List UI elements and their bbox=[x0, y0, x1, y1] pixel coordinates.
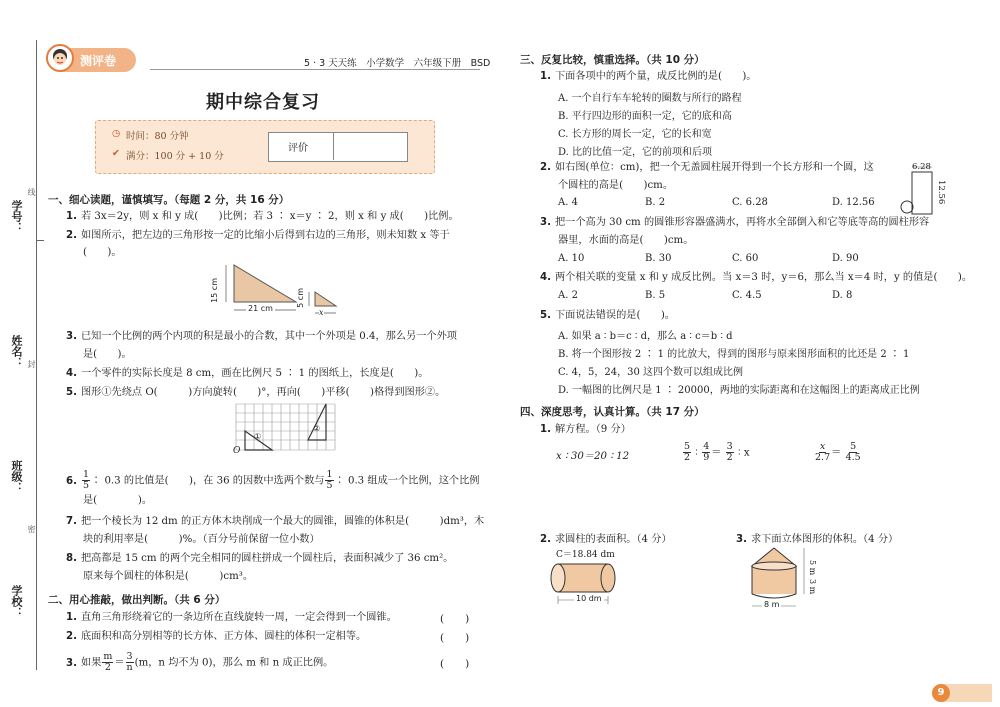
p3-q4-b: B. 5 bbox=[645, 290, 666, 301]
big-tri-width: 21 cm bbox=[248, 304, 273, 313]
page-title: 期中综合复习 bbox=[206, 92, 320, 113]
p1-q8: 8. 把高都是 15 cm 的两个完全相同的圆柱拼成一个圆柱后，表面积减少了 36 cm²。 bbox=[66, 553, 454, 564]
p3-q4-c: C. 4.5 bbox=[732, 290, 762, 301]
net-rect-height: 12.56 bbox=[936, 180, 946, 205]
p4-q3: 3. 求下面立体图形的体积。（4 分） bbox=[736, 534, 899, 545]
clock-icon: ◷ bbox=[112, 128, 121, 139]
score-text: 满分：100 分 + 10 分 bbox=[126, 151, 224, 162]
grid-point-o: O bbox=[233, 446, 241, 456]
p3-q1-d: D. 比的比值一定，它的前项和后项 bbox=[558, 147, 713, 158]
p1-q3: 3. 已知一个比例的两个内项的积是最小的合数，其中一个外项是 0.4，那么另一个外项 bbox=[66, 331, 457, 342]
small-tri-height: 5 cm bbox=[296, 288, 305, 308]
p3-q1-c: C. 长方形的周长一定，它的长和宽 bbox=[558, 129, 712, 140]
p3-q3-c: C. 60 bbox=[732, 253, 759, 264]
p1-q7: 7. 把一个棱长为 12 dm 的正方体木块削成一个最大的圆锥，圆锥的体积是( )dm³，木 bbox=[66, 516, 485, 527]
time-text: 时间：80 分钟 bbox=[126, 131, 189, 142]
p3-q5-d: D. 一幅图的比例尺是 1 ∶ 20000，两地的实际距离和在这幅图上的距离成正比例 bbox=[558, 385, 920, 396]
p3-q5: 5. 下面说法错误的是( )。 bbox=[540, 310, 675, 321]
p3-q1: 1. 下面各项中的两个量，成反比例的是( )。 bbox=[540, 71, 757, 82]
p1-q2: 2. 如图所示，把左边的三角形按一定的比缩小后得到右边的三角形，则未知数 x 等于 bbox=[66, 230, 450, 241]
big-tri-height: 15 cm bbox=[210, 278, 219, 303]
equation-3: $\frac{x}{2.7}$ ＝ $\frac{5}{4.5}$ bbox=[815, 441, 861, 463]
cylinder-height: 3 m bbox=[808, 579, 817, 595]
eval-label: 评价 bbox=[288, 143, 308, 154]
mascot-icon bbox=[46, 44, 74, 72]
p3-q2-cont: 个圆柱的高是( )cm。 bbox=[558, 180, 674, 191]
p1-q6-cont: 是( )。 bbox=[83, 495, 153, 506]
section-3-title: 三、反复比较，慎重选择。（共 10 分） bbox=[520, 54, 705, 66]
small-tri-width: x bbox=[319, 308, 324, 317]
badge-text: 测评卷 bbox=[80, 54, 117, 68]
page-number: 9 bbox=[932, 684, 950, 702]
rotation-grid bbox=[228, 402, 346, 457]
p3-q3-a: A. 10 bbox=[558, 253, 585, 264]
p4-q2: 2. 求圆柱的表面积。（4 分） bbox=[540, 534, 672, 545]
student-number-label: 学号： bbox=[10, 200, 23, 233]
name-label: 姓名： bbox=[10, 335, 23, 368]
p4-q1: 1. 解方程。（9 分） bbox=[540, 424, 631, 435]
cylinder-length: 10 dm bbox=[576, 594, 602, 603]
p1-q1: 1. 若 3x＝2y，则 x 和 y 成( )比例；若 3 ∶ x＝y ∶ 2，则 x 和 y 成( )比例。 bbox=[66, 211, 459, 222]
section-4-title: 四、深度思考，认真计算。（共 17 分） bbox=[520, 406, 705, 418]
p3-q3-b: B. 30 bbox=[645, 253, 672, 264]
p1-q8-cont: 原来每个圆柱的体积是( )cm³。 bbox=[83, 571, 254, 582]
binding-line bbox=[36, 40, 37, 670]
cylinder-circumference: C＝18.84 dm bbox=[556, 550, 615, 560]
p3-q3-d: D. 90 bbox=[832, 253, 859, 264]
seal-mark-secret: 密 bbox=[27, 525, 36, 533]
p2-q2: 2. 底面积和高分别相等的长方体、正方体、圆柱的体积一定相等。 bbox=[66, 631, 367, 642]
p1-q2-cont: ( )。 bbox=[83, 247, 122, 258]
cone-height: 5 m bbox=[808, 560, 817, 576]
seal-mark-line: 线 bbox=[27, 188, 36, 196]
p3-q1-a: A. 一个自行车车轮转的圈数与所行的路程 bbox=[558, 93, 742, 104]
p2-q3: 3. 如果 $\frac{m}{2}$ ＝ $\frac{3}{n}$ (m，n 均不为 0)，那么 m 和 n 成正比例。 bbox=[66, 651, 334, 673]
p1-q3-cont: 是( )。 bbox=[83, 349, 132, 360]
p1-q4: 4. 一个零件的实际长度是 8 cm，画在比例尺 5 ∶ 1 的图纸上，长度是( )。 bbox=[66, 368, 429, 379]
p3-q2-a: A. 4 bbox=[558, 197, 578, 208]
p3-q3: 3. 把一个高为 30 cm 的圆锥形容器盛满水，再将水全部倒入和它等底等高的圆柱形容 bbox=[540, 217, 930, 228]
p3-q2: 2. 如右图(单位：cm)，把一个无盖圆柱展开得到一个长方形和一个圆，这 bbox=[540, 162, 874, 173]
sidebar-tick bbox=[36, 240, 44, 241]
p3-q5-a: A. 如果 a ∶ b＝c ∶ d，那么 a ∶ c＝b ∶ d bbox=[558, 331, 733, 342]
eval-divider bbox=[333, 132, 334, 160]
header-rule bbox=[150, 69, 480, 70]
p2-q1-answer[interactable]: ( ) bbox=[440, 613, 470, 625]
p1-q6: 6. $\frac{1}{5}$ ∶ 0.3 的比值是( )，在 36 的因数中选两个数与 $\frac{1}{5}$ ∶ 0.3 组成一个比例，这个比例 bbox=[66, 469, 480, 491]
p2-q3-answer[interactable]: ( ) bbox=[440, 658, 470, 670]
p1-q5: 5. 图形①先绕点 O( )方向旋转( )°，再向( )平移( )格得到图形②。 bbox=[66, 387, 446, 398]
school-label: 学校： bbox=[10, 585, 23, 618]
net-rect-width: 6.28 bbox=[912, 162, 931, 172]
p2-q2-answer[interactable]: ( ) bbox=[440, 632, 470, 644]
p3-q2-b: B. 2 bbox=[645, 197, 666, 208]
p1-q7-cont: 块的利用率是( )%。（百分号前保留一位小数） bbox=[83, 534, 320, 545]
grid-shape-1: ① bbox=[254, 432, 262, 441]
p3-q5-b: B. 将一个图形按 2 ∶ 1 的比放大，得到的图形与原来图形面积的比还是 2 ∶ 1 bbox=[558, 349, 910, 360]
equation-1: x ∶ 30＝20 ∶ 12 bbox=[556, 451, 630, 462]
seal-mark-seal: 封 bbox=[27, 360, 36, 368]
check-icon: ✔ bbox=[112, 148, 120, 159]
section-2-title: 二、用心推敲，做出判断。（共 6 分） bbox=[48, 594, 226, 606]
series-line: 5 · 3 天天练 小学数学 六年级下册 BSD bbox=[304, 58, 491, 69]
p3-q4: 4. 两个相关联的变量 x 和 y 成反比例。当 x＝3 时，y＝6，那么当 x＝4 时，y 的值是( )。 bbox=[540, 272, 973, 283]
solid-width: 8 m bbox=[764, 600, 780, 609]
p3-q2-c: C. 6.28 bbox=[732, 197, 768, 208]
p3-q5-c: C. 4，5，24，30 这四个数可以组成比例 bbox=[558, 367, 744, 378]
p3-q4-d: D. 8 bbox=[832, 290, 853, 301]
p3-q1-b: B. 平行四边形的面积一定，它的底和高 bbox=[558, 111, 732, 122]
p2-q1: 1. 直角三角形绕着它的一条边所在直线旋转一周，一定会得到一个圆锥。 bbox=[66, 612, 397, 623]
p3-q4-a: A. 2 bbox=[558, 290, 578, 301]
section-1-title: 一、细心读题，谨慎填写。（每题 2 分，共 16 分） bbox=[48, 194, 290, 206]
p3-q3-cont: 器里，水面的高是( )cm。 bbox=[558, 235, 694, 246]
class-label: 班级： bbox=[10, 460, 23, 493]
grid-shape-2: ② bbox=[313, 424, 321, 433]
p3-q2-d: D. 12.56 bbox=[832, 197, 875, 208]
equation-2: $\frac{5}{2}$ ∶ $\frac{4}{9}$ ＝ $\frac{3}{2}$ ∶ x bbox=[684, 441, 750, 463]
